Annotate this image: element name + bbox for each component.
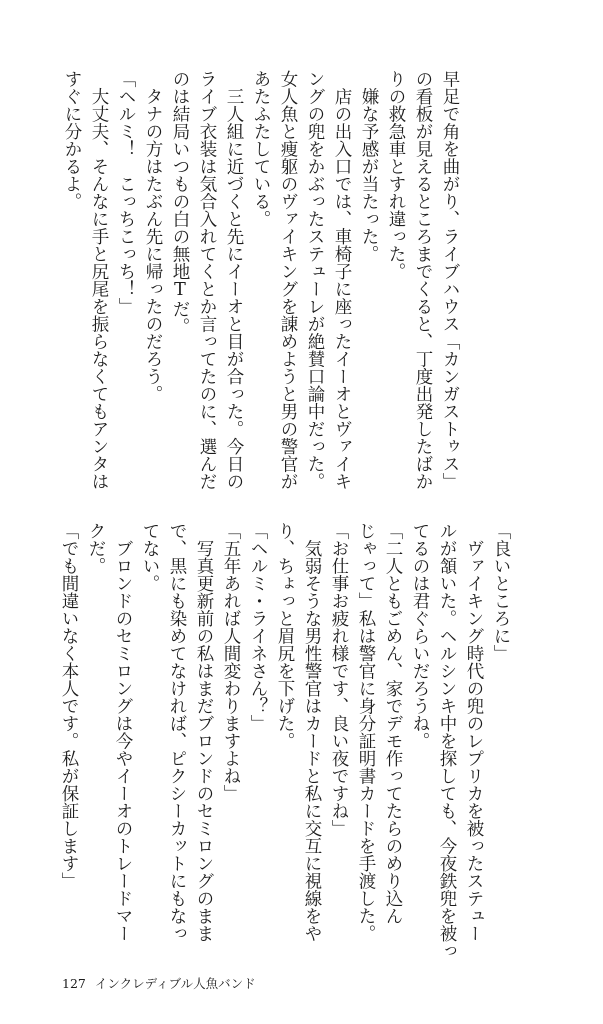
text-column: 嫌な予感が当たった。	[359, 70, 379, 263]
text-column: てるのは君ぐらいだろうね。	[410, 522, 430, 750]
text-column: 店の出入口では、車椅子に座ったイーオとヴァイキ	[332, 70, 352, 490]
text-column: てない。	[140, 522, 160, 592]
text-column: で、黒にも染めてなければ、ピクシーカットにもなっ	[167, 522, 187, 942]
text-column: タナの方はたぶん先に帰ったのだろう。	[143, 70, 163, 403]
text-column: 「でも間違いなく本人です。私が保証します」	[59, 522, 79, 890]
text-column: の看板が見えるところまでくると、丁度出発したばか	[413, 70, 433, 490]
text-column: ングの兜をかぶったステューレが絶賛口論中だった。	[305, 70, 325, 490]
text-column: ルが頷いた。ヘルシンキ中を探しても、今夜鉄兜を被っ	[437, 522, 457, 960]
text-column: り、ちょっと眉尻を下げた。	[275, 522, 295, 750]
running-title: インクレディブル人魚バンド	[94, 976, 256, 991]
text-column: 写真更新前の私はまだブロンドのセミロングのまま	[194, 522, 214, 942]
text-column: ヴァイキング時代の兜のレプリカを被ったステュー	[464, 522, 484, 942]
text-column: ライブ衣装は気合入れてくとか言ってたのに、選んだ	[197, 70, 217, 490]
text-column: 「二人ともごめん、家でデモ作ってたらのめり込ん	[383, 522, 403, 925]
text-column: じゃって」私は警官に身分証明書カードを手渡した。	[356, 522, 376, 942]
text-column: クだ。	[86, 522, 106, 575]
lower-text-block	[55, 522, 514, 967]
text-column: 「ヘルミ・ライネさん？」	[248, 522, 268, 732]
text-column: ブロンドのセミロングは今やイーオのトレードマー	[113, 522, 133, 942]
text-column: 三人組に近づくと先にイーオと目が合った。今日の	[224, 70, 244, 490]
text-column: あたふたしている。	[251, 70, 271, 228]
text-column: 「良いところに」	[491, 522, 511, 662]
text-column: 「五年あれば人間変わりますよね」	[221, 522, 241, 802]
text-column: 大丈夫、そんなに手と尻尾を振らなくてもアンタは	[89, 70, 109, 490]
text-column: 「お仕事お疲れ様です、良い夜ですね」	[329, 522, 349, 837]
text-column: のは結局いつもの白の無地Tだ。	[170, 70, 190, 335]
text-column: 「ヘルミ！ こっちこっち！」	[116, 70, 136, 315]
text-column: 気弱そうな男性警官はカードと私に交互に視線をや	[302, 522, 322, 942]
page-footer	[62, 976, 256, 992]
page-number: 127	[62, 976, 86, 991]
upper-text-block	[58, 70, 463, 525]
text-column: すぐに分かるよ。	[62, 70, 82, 210]
text-column: 早足で角を曲がり、ライブハウス「カンガストゥス」	[440, 70, 460, 490]
text-column: 女人魚と痩躯のヴァイキングを諌めようと男の警官が	[278, 70, 298, 490]
text-column: りの救急車とすれ違った。	[386, 70, 406, 280]
